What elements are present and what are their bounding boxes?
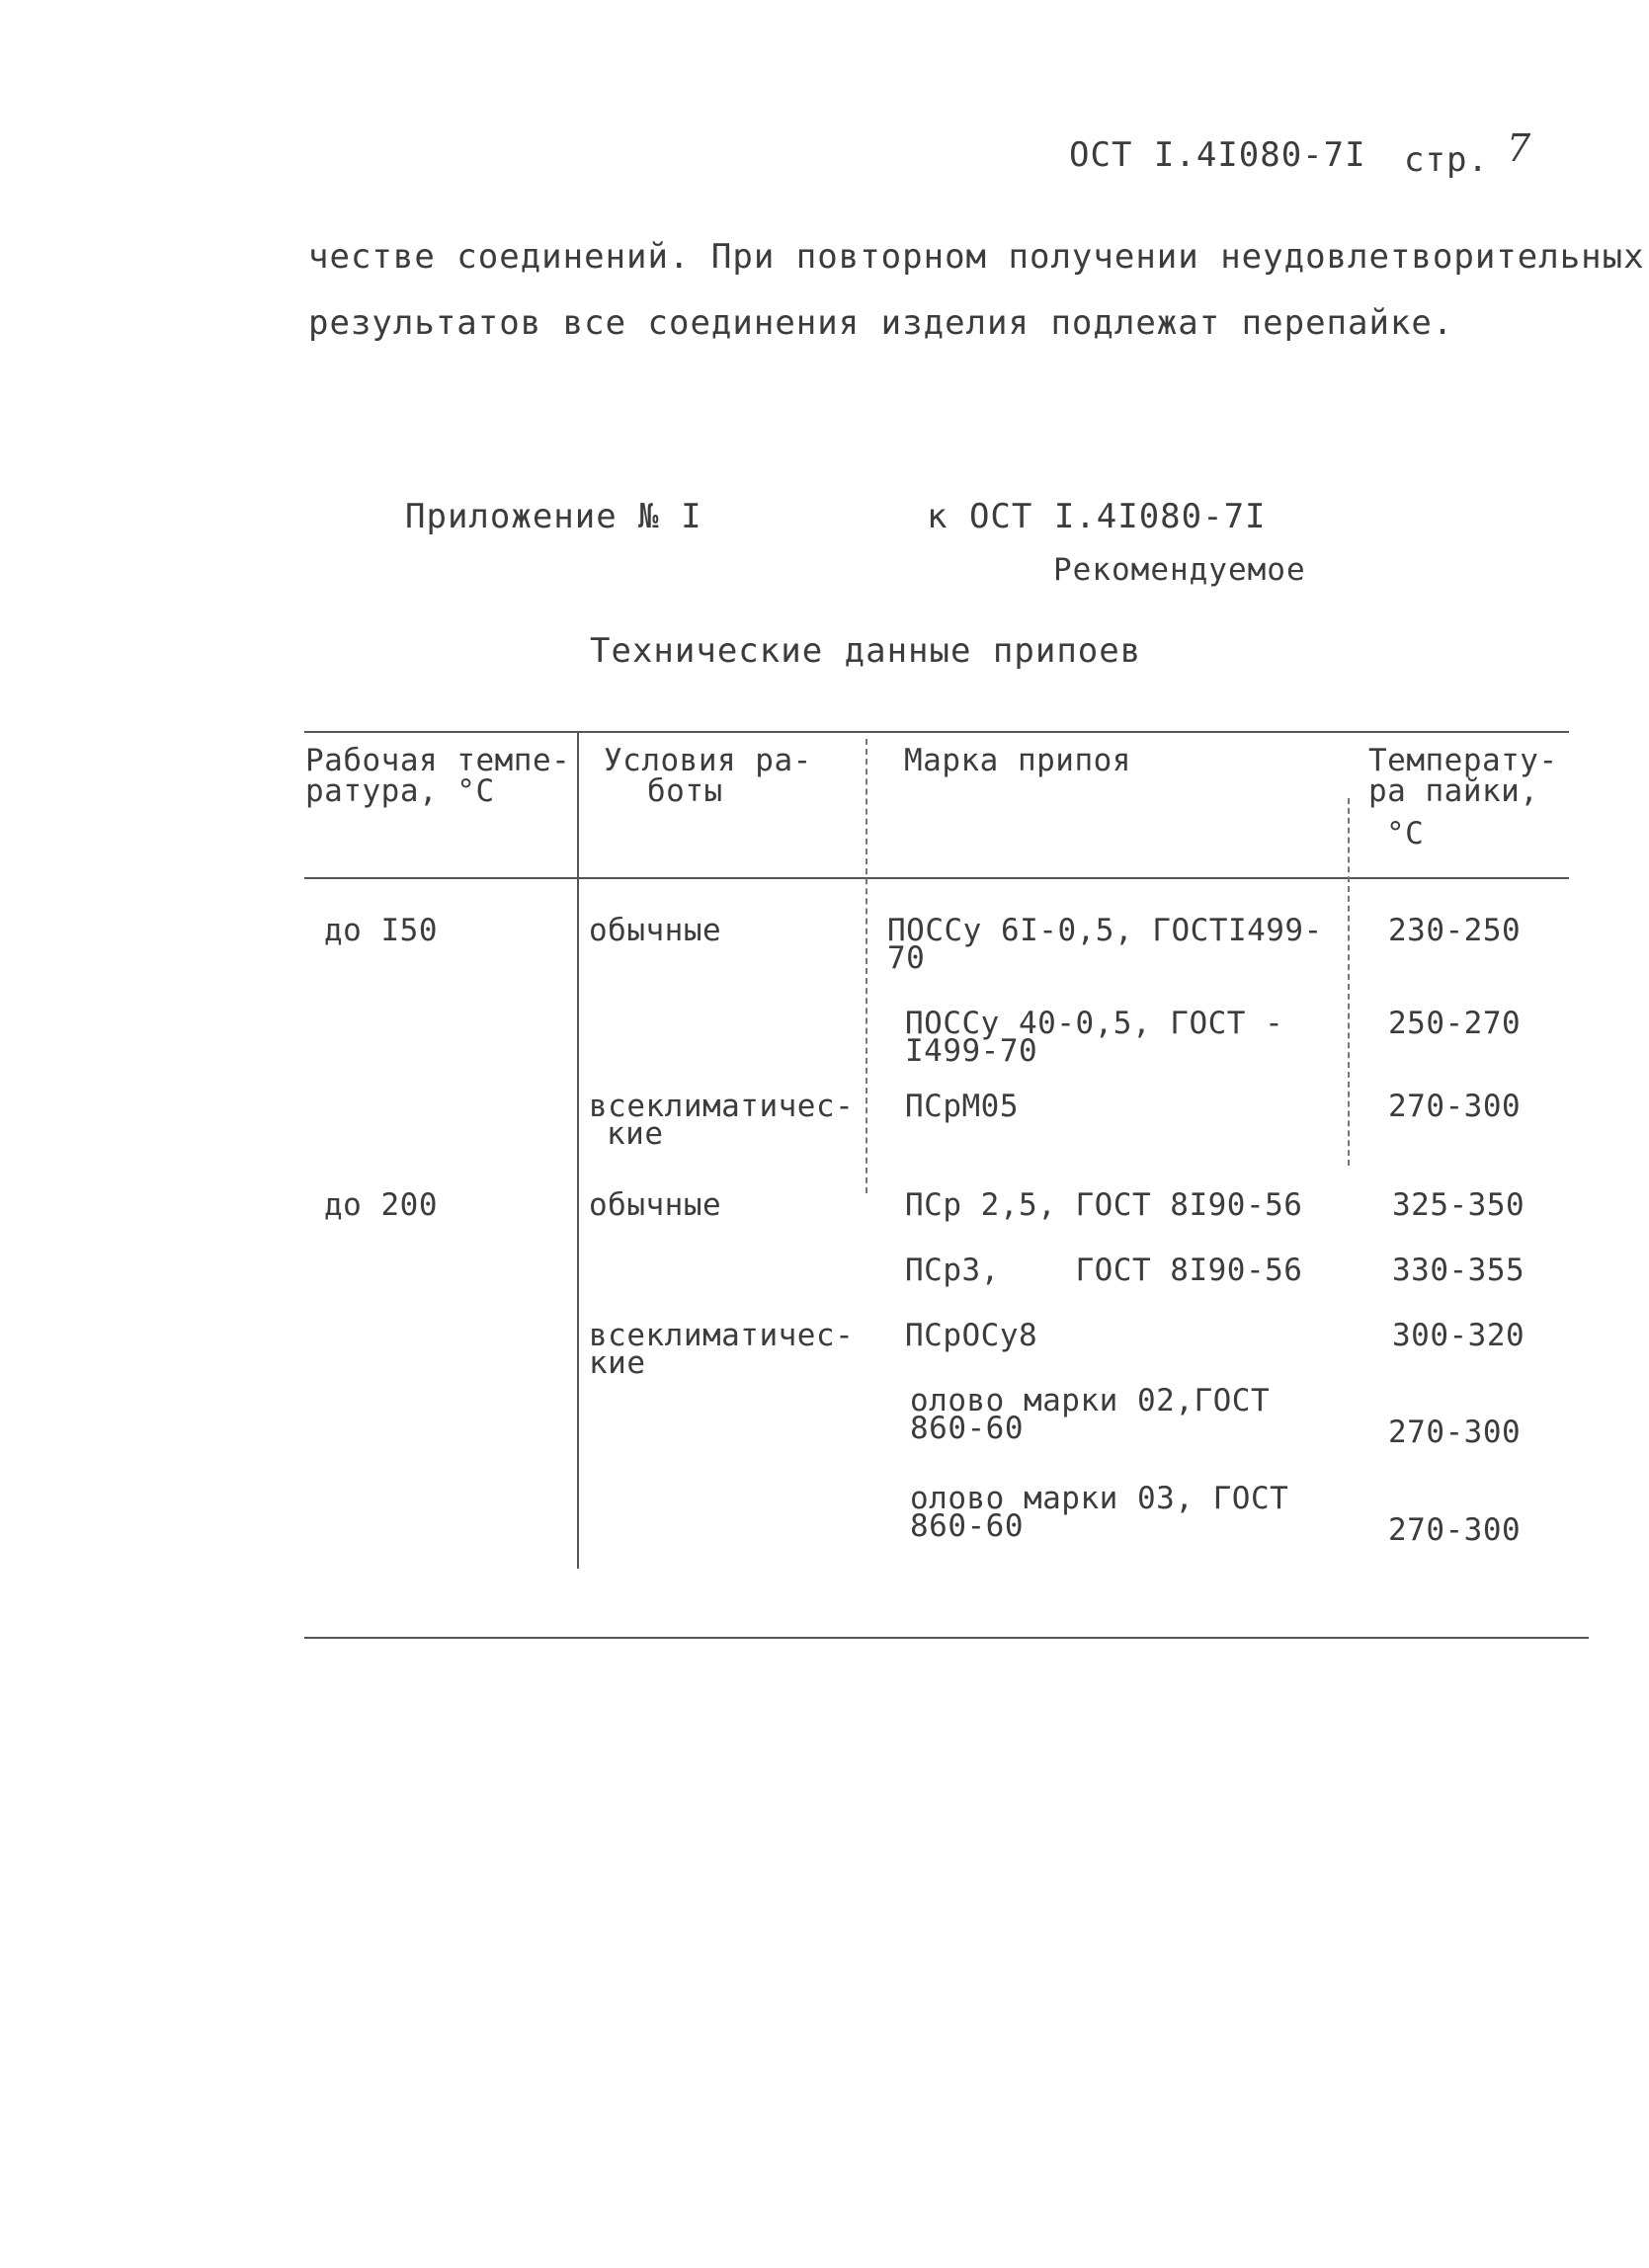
cell-solder-brand-line1: олово марки 02,ГОСТ [910,1383,1271,1418]
cell-working-temp: до I50 [324,913,438,948]
cell-solder-brand-line1: ПОССу 40-0,5, ГОСТ - [905,1006,1284,1041]
cell-solder-temp: 330-355 [1392,1253,1525,1288]
col2-divider [866,739,867,1193]
cell-working-temp: до 200 [324,1187,438,1223]
cell-solder-temp: 230-250 [1388,913,1522,948]
cell-solder-brand-line1: ПОССу 6I-0,5, ГОСТI499- [887,913,1323,948]
header-working-temp-line2: ратура, °С [305,773,495,809]
cell-conditions-line2: кие [607,1116,664,1152]
table-bottom-rule [304,1637,1589,1639]
cell-solder-brand-line1: ПСр 2,5, ГОСТ 8I90-56 [905,1187,1303,1223]
header-bottom-rule [304,877,1569,879]
cell-conditions-line2: кие [589,1345,646,1381]
cell-solder-brand-line1: олово марки 03, ГОСТ [910,1481,1289,1516]
header-solder-temp-line3: °С [1386,816,1425,851]
cell-conditions-line1: всеклиматичес- [589,1318,855,1353]
header-conditions-line2: боты [647,773,723,809]
cell-solder-brand-line2: 860-60 [910,1411,1024,1446]
cell-solder-temp: 270-300 [1388,1512,1522,1548]
cell-solder-brand-line1: ПСрОСу8 [905,1318,1038,1353]
header-solder-temp-line2: ра пайки, [1368,773,1539,809]
cell-solder-temp: 325-350 [1392,1187,1525,1223]
header-working-temp-line1: Рабочая темпе- [305,743,571,778]
appendix-label: Приложение № I [405,497,702,536]
appendix-reference: к ОСТ I.4I080-7I [927,497,1267,536]
cell-conditions: обычные [589,1187,722,1223]
page-number: 7 [1507,126,1532,170]
cell-solder-brand-line2: I499-70 [905,1033,1038,1069]
cell-solder-temp: 270-300 [1388,1089,1522,1124]
header-solder-temp-line1: Температу- [1368,743,1558,778]
cell-solder-temp: 300-320 [1392,1318,1525,1353]
cell-conditions-line1: всеклиматичес- [589,1089,855,1124]
header-conditions-line1: Условия ра- [604,743,812,778]
cell-solder-brand-line1: ПСр3, ГОСТ 8I90-56 [905,1253,1303,1288]
appendix-status: Рекомендуемое [1053,552,1306,588]
doc-number: ОСТ I.4I080-7I [1069,135,1366,175]
body-line-2: результатов все соединения изделия подлежат перепайке. [308,303,1454,343]
table-title: Технические данные припоев [590,631,1142,671]
table-top-rule [304,731,1569,733]
cell-solder-brand-line2: 70 [887,940,926,976]
header-solder-brand: Марка припоя [904,743,1131,778]
page-label: стр. [1404,140,1489,180]
cell-solder-temp: 250-270 [1388,1006,1522,1041]
body-line-1: честве соединений. При повторном получении неудовлетворительных [308,237,1645,277]
col3-divider [1348,798,1350,1166]
cell-conditions: обычные [589,913,722,948]
cell-solder-brand-line1: ПСрМ05 [905,1089,1019,1124]
col1-divider [577,731,579,1569]
cell-solder-brand-line2: 860-60 [910,1508,1024,1544]
cell-solder-temp: 270-300 [1388,1415,1522,1450]
